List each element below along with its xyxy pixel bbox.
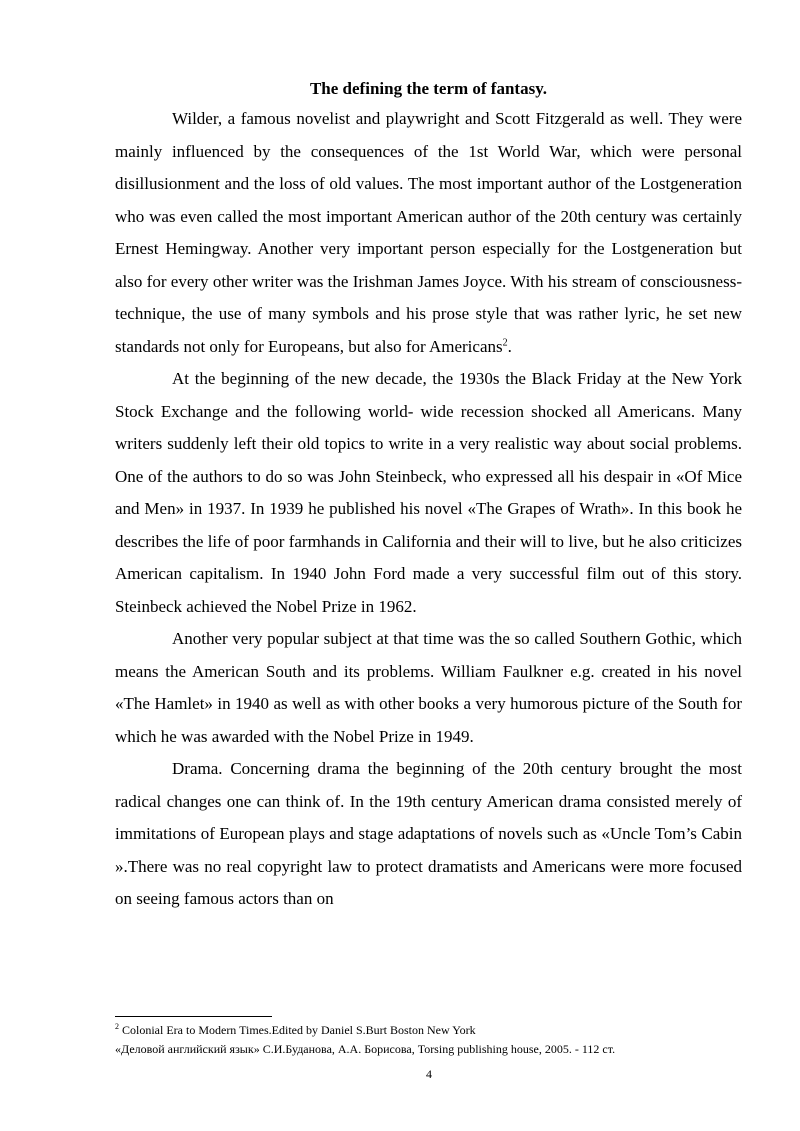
footnote-marker: 2	[115, 1022, 119, 1031]
paragraph	[115, 363, 742, 623]
footnotes	[115, 1021, 755, 1059]
page-title: The defining the term of fantasy.	[309, 79, 548, 98]
paragraph	[115, 753, 742, 916]
paragraph-end-punctuation: .	[507, 336, 512, 356]
footnote-reference[interactable]: 2	[502, 336, 508, 348]
paragraph-text: At the beginning of the new decade, the 1930s the Black Friday at the New York Stock Exchange and the following world- wide recession shocked all Americans. Many writers suddenly left their old topics to write in a very realistic way about social problems. One of the authors to do so was John Steinbeck, who expressed all his despair in «Of Mice and Men» in 1937. In 1939 he published his novel «The Grapes of Wrath». In this book he describes the life of poor farmhands in California and their will to live, but he also criticizes American capitalism. In 1940 John Ford made a very successful film out of this story. Steinbeck achieved the Nobel Prize in 1962.	[115, 369, 742, 616]
footnote	[115, 1040, 755, 1059]
footnote-text: «Деловой английский язык» С.И.Буданова, А.А. Борисова, Torsing publishing house, 2005. - 112 ст.	[115, 1042, 616, 1056]
paragraph	[115, 103, 742, 363]
paragraph-text: Wilder, a famous novelist and playwright and Scott Fitzgerald as well. They were mainly influenced by the consequences of the 1st World War, which were personal disillusionment and the loss of old values. The most important author of the Lostgeneration who was even called the most important American author of the 20th century was certainly Ernest Hemingway. Another very important person especially for the Lostgeneration but also for every other writer was the Irishman James Joyce. With his stream of consciousness- technique, the use of many symbols and his prose style that was rather lyric, he set new standards not only for Europeans, but also for Americans	[115, 109, 742, 356]
footnote-separator	[115, 1016, 272, 1017]
footnote-text: Colonial Era to Modern Times.Edited by Daniel S.Burt Boston New York	[122, 1023, 476, 1037]
paragraph-text: Another very popular subject at that time was the so called Southern Gothic, which means the American South and its problems. William Faulkner e.g. created in his novel «The Hamlet» in 1940 as well as with other books a very humorous picture of the South for which he was awarded with the Nobel Prize in 1949.	[115, 629, 742, 746]
page-body	[115, 74, 742, 916]
paragraph-text: Drama. Concerning drama the beginning of the 20th century brought the most radical changes one can think of. In the 19th century American drama consisted merely of immitations of European plays and stage adaptations of novels such as «Uncle Tom’s Cabin ».There was no real copyright law to protect dramatists and Americans were more focused on seeing famous actors than on	[115, 759, 742, 908]
page-number: 4	[426, 1067, 432, 1081]
paragraph	[115, 623, 742, 753]
footnote	[115, 1021, 755, 1040]
